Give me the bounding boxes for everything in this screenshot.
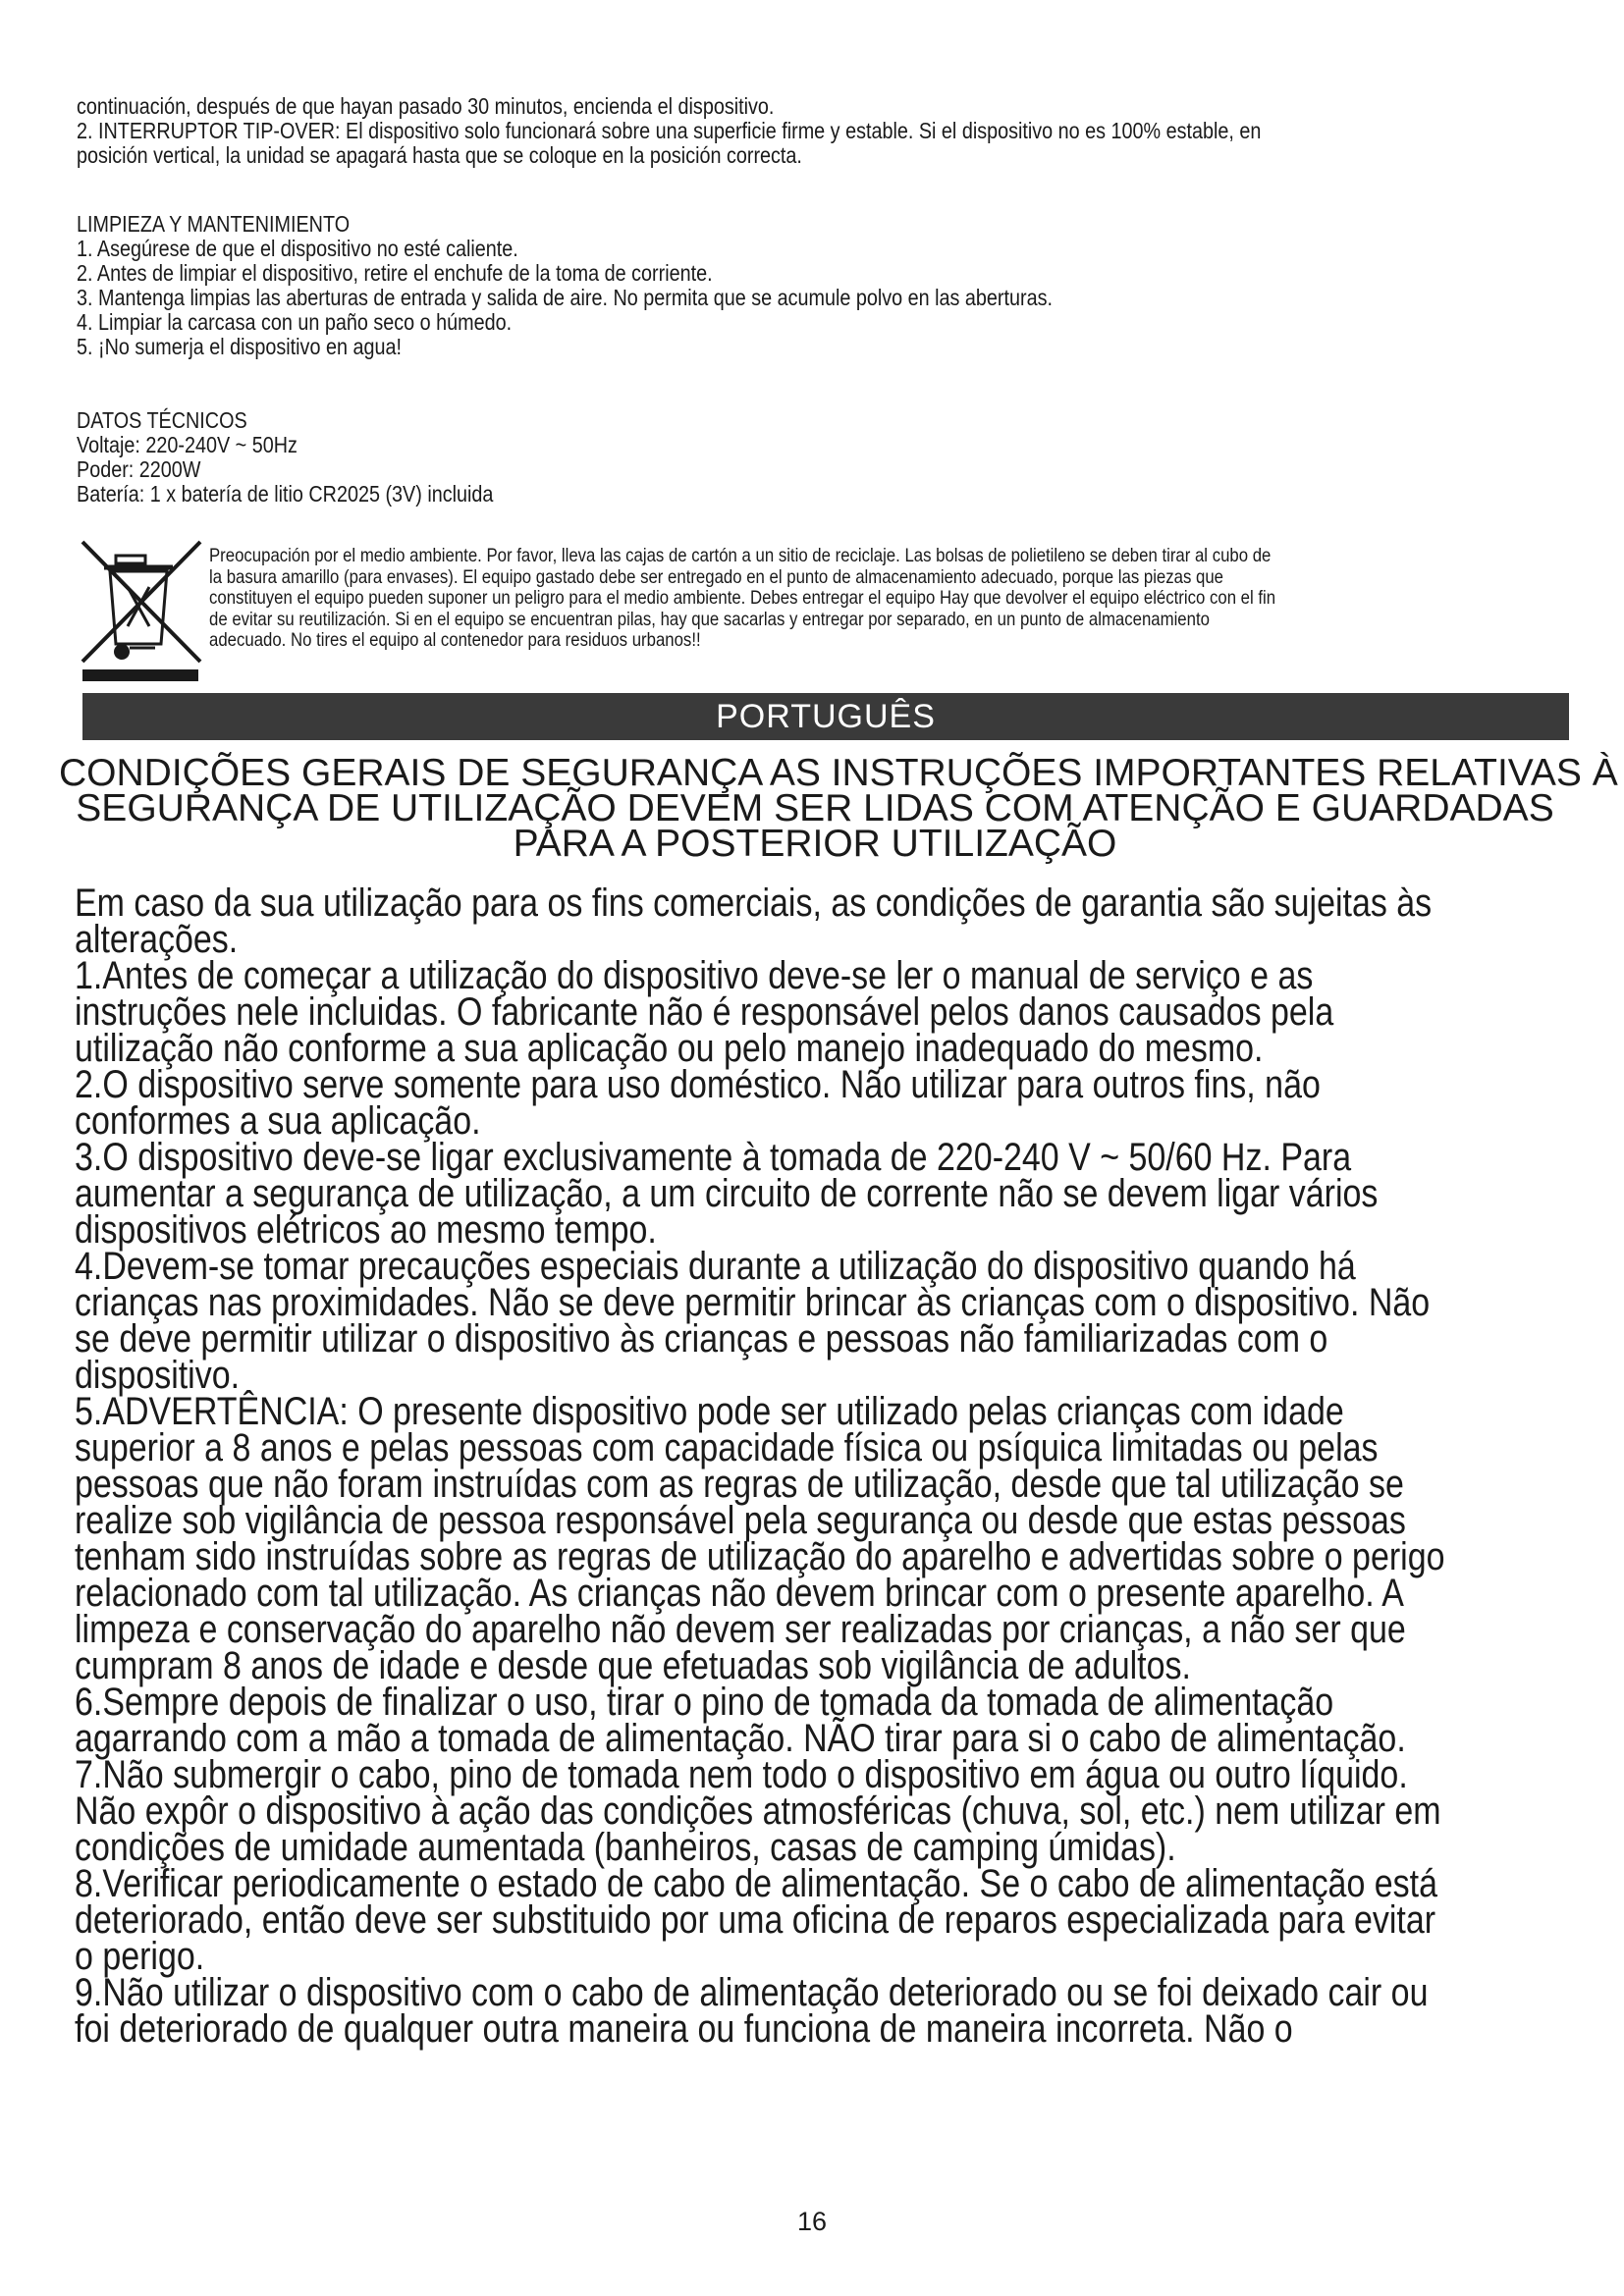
text-line: Preocupación por el medio ambiente. Por favor, lleva las cajas de cartón a un sitio de reciclaje. Las bolsas de polietileno se deben tirar al cubo de xyxy=(209,545,1272,566)
body-line: limpeza e conservação do aparelho não devem ser realizadas por crianças, a não ser que xyxy=(75,1608,1406,1651)
list-item: 5. ¡No sumerja el dispositivo en agua! xyxy=(77,334,402,359)
spanish-intro-text xyxy=(77,94,1352,168)
body-line: 8.Verificar periodicamente o estado de cabo de alimentação. Se o cabo de alimentação está xyxy=(75,1862,1437,1905)
recycling-bin-icon xyxy=(79,538,204,683)
safety-instructions-text xyxy=(75,881,1445,2051)
section-title: DATOS TÉCNICOS xyxy=(77,407,247,433)
language-banner: PORTUGUÊS xyxy=(82,693,1569,740)
body-line: instruções nele incluidas. O fabricante não é responsável pelos danos causados pela xyxy=(75,990,1334,1034)
text-line: de evitar su reutilización. Si en el equipo se encuentran pilas, hay que sacarlas y entregar por separado, en un punto de almacenamiento xyxy=(209,608,1210,630)
body-line: 6.Sempre depois de finalizar o uso, tirar o pino de tomada da tomada de alimentação xyxy=(75,1681,1334,1724)
body-line: crianças nas proximidades. Não se deve permitir brincar às crianças com o dispositivo. Não xyxy=(75,1281,1431,1324)
body-line: deteriorado, então deve ser substituido por uma oficina de reparos especializada para evitar xyxy=(75,1898,1436,1942)
body-line: agarrando com a mão a tomada de alimentação. NÃO tirar para si o cabo de alimentação. xyxy=(75,1717,1406,1760)
section-title: LIMPIEZA Y MANTENIMIENTO xyxy=(77,211,351,237)
tech-data-text xyxy=(77,408,1352,507)
body-line: tenham sido instruídas sobre as regras de utilização do aparelho e advertidas sobre o perigo xyxy=(75,1535,1445,1578)
body-line: condições de umidade aumentada (banheiros, casas de camping úmidas). xyxy=(75,1826,1176,1869)
spanish-intro xyxy=(77,94,1559,168)
text-line: la basura amarillo (para envases). El equipo gastado debe ser entregado en el punto de almacenamiento adecuado, porque las piezas que xyxy=(209,565,1223,588)
safety-heading xyxy=(59,752,1618,865)
body-line: alterações. xyxy=(75,918,239,961)
body-line: 3.O dispositivo deve-se ligar exclusivamente à tomada de 220-240 V ~ 50/60 Hz. Para xyxy=(75,1136,1352,1179)
body-line: conformes a sua aplicação. xyxy=(75,1099,481,1143)
body-line: utilização não conforme a sua aplicação ou pelo manejo inadequado do mesmo. xyxy=(75,1027,1264,1070)
page-number: 16 xyxy=(796,2207,828,2236)
body-line: dispositivo. xyxy=(75,1354,241,1397)
text-line: constituyen el equipo pueden suponer un peligro para el medio ambiente. Debes entregar el equipo Hay que devolver el equipo eléctrico con el fin xyxy=(209,587,1276,609)
body-line: Em caso da sua utilização para os fins comerciais, as condições de garantia são sujeitas às xyxy=(75,881,1433,925)
body-line: Não expôr o dispositivo à ação das condições atmosféricas (chuva, sol, etc.) nem utilizar em xyxy=(75,1789,1441,1833)
list-item: 3. Mantenga limpias las aberturas de entrada y salida de aire. No permita que se acumule polvo en las aberturas. xyxy=(77,285,1053,310)
tech-data-section xyxy=(77,408,1559,507)
body-line: dispositivos elétricos ao mesmo tempo. xyxy=(75,1208,657,1252)
body-line: pessoas que não foram instruídas com as regras de utilização, desde que tal utilização se xyxy=(75,1463,1404,1506)
body-line: 5.ADVERTÊNCIA: O presente dispositivo pode ser utilizado pelas crianças com idade xyxy=(75,1390,1344,1433)
list-item: Poder: 2200W xyxy=(77,456,201,482)
list-item: 1. Asegúrese de que el dispositivo no esté caliente. xyxy=(77,236,518,261)
body-line: o perigo. xyxy=(75,1935,205,1978)
body-line: se deve permitir utilizar o dispositivo às crianças e pessoas não familiarizadas com o xyxy=(75,1317,1328,1361)
list-item: 4. Limpiar la carcasa con un paño seco o húmedo. xyxy=(77,309,513,335)
heading-line: PARA A POSTERIOR UTILIZAÇÃO xyxy=(513,823,1117,865)
body-line: foi deteriorado de qualquer outra maneira ou funciona de maneira incorreta. Não o xyxy=(75,2007,1293,2051)
body-line: relacionado com tal utilização. As crianças não devem brincar com o presente aparelho. A xyxy=(75,1572,1404,1615)
body-line: 2.O dispositivo serve somente para uso doméstico. Não utilizar para outros fins, não xyxy=(75,1063,1321,1106)
body-line: cumpram 8 anos de idade e desde que efetuadas sob vigilância de adultos. xyxy=(75,1644,1191,1687)
environment-note xyxy=(209,546,1624,652)
body-line: realize sob vigilância de pessoa responsável pela segurança ou desde que estas pessoas xyxy=(75,1499,1406,1542)
heading-line: CONDIÇÕES GERAIS DE SEGURANÇA AS INSTRUÇÕES IMPORTANTES RELATIVAS À xyxy=(59,752,1618,794)
list-item: Voltaje: 220-240V ~ 50Hz xyxy=(77,432,298,457)
safety-instructions xyxy=(75,881,1624,2051)
list-item: Batería: 1 x batería de litio CR2025 (3V) incluida xyxy=(77,481,494,507)
body-line: 9.Não utilizar o dispositivo com o cabo de alimentação deteriorado ou se foi deixado cair ou xyxy=(75,1971,1429,2014)
cleaning-section xyxy=(77,212,1559,359)
environment-note-text xyxy=(209,546,1434,652)
text-line: 2. INTERRUPTOR TIP-OVER: El dispositivo solo funcionará sobre una superficie firme y estable. Si el dispositivo no es 100% estable, en xyxy=(77,118,1262,143)
text-line: continuación, después de que hayan pasado 30 minutos, encienda el dispositivo. xyxy=(77,93,775,119)
body-line: 7.Não submergir o cabo, pino de tomada nem todo o dispositivo em água ou outro líquido. xyxy=(75,1753,1408,1796)
body-line: aumentar a segurança de utilização, a um circuito de corrente não se devem ligar vários xyxy=(75,1172,1379,1215)
text-line: posición vertical, la unidad se apagará hasta que se coloque en la posición correcta. xyxy=(77,142,802,168)
list-item: 2. Antes de limpiar el dispositivo, retire el enchufe de la toma de corriente. xyxy=(77,260,713,286)
body-line: 4.Devem-se tomar precauções especiais durante a utilização do dispositivo quando há xyxy=(75,1245,1356,1288)
text-line: adecuado. No tires el equipo al contenedor para residuos urbanos!! xyxy=(209,629,701,651)
cleaning-text xyxy=(77,212,1352,359)
body-line: 1.Antes de começar a utilização do dispositivo deve-se ler o manual de serviço e as xyxy=(75,954,1314,997)
heading-line: SEGURANÇA DE UTILIZAÇÃO DEVEM SER LIDAS COM ATENÇÃO E GUARDADAS xyxy=(76,787,1554,829)
body-line: superior a 8 anos e pelas pessoas com capacidade física ou psíquica limitadas ou pelas xyxy=(75,1426,1379,1469)
